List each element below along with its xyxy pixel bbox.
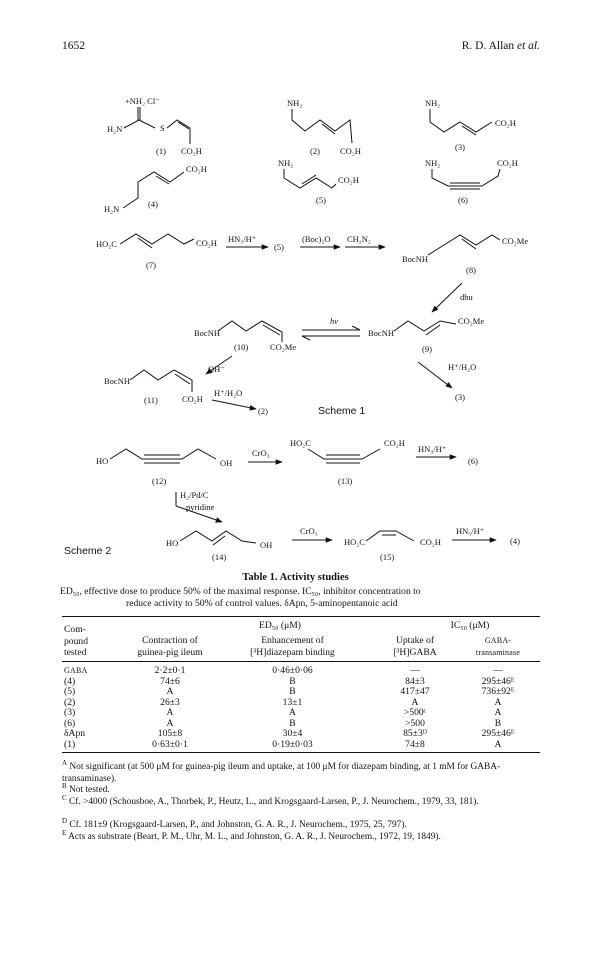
author-names: R. D. Allan — [461, 40, 515, 52]
reagent-h2-pd-c: H₂/Pd/C — [180, 490, 209, 500]
compound-9-structure — [368, 316, 484, 354]
co2h-label: CO₂H — [495, 118, 516, 128]
footnote-text: Acts as substrate (Beart, P. M., Uhr, M. L., and Johnston, G. A. R., J. Neurochem., 1972, 19, 1849). — [66, 832, 441, 843]
cell-diazepam: 0·46±0·06 — [272, 665, 313, 676]
co2h-label: CO₂H — [497, 158, 518, 168]
footnote-mark: D — [62, 817, 68, 825]
cell-transaminase: A — [494, 696, 502, 708]
amidinium-label: +NH₂ Cl⁻ — [125, 96, 160, 106]
reagent-cro3-a: CrO₃ — [252, 448, 270, 458]
cell-diazepam: A — [289, 707, 296, 718]
bocnh-label: BocNH — [368, 328, 394, 338]
compound-5-label: (5) — [316, 195, 326, 205]
cell-diazepam: 13±1 — [282, 696, 303, 708]
cell-uptake: 417±47 — [400, 686, 430, 697]
cell-transaminase: 736±92ᴱ — [481, 686, 515, 697]
nh2-label: NH₂ — [425, 98, 441, 108]
footnote-mark: B — [62, 782, 67, 790]
bocnh-label: BocNH — [402, 254, 428, 264]
co2h-label: CO₂H — [338, 175, 359, 185]
co2me-label: CO₂Me — [458, 316, 485, 326]
compound-15-label: (15) — [380, 552, 395, 562]
compound-7-structure — [96, 234, 217, 270]
ho2c-label: HO₂C — [96, 239, 117, 249]
scheme-2-title: Scheme 2 — [64, 545, 112, 557]
ho-label: HO — [166, 538, 179, 548]
table-bottom-rule — [62, 752, 540, 753]
cell-transaminase: — — [493, 665, 503, 676]
cell-ileum: A — [166, 707, 174, 718]
cell-uptake: A — [411, 696, 419, 708]
cell-uptake: >500 — [405, 717, 425, 729]
et-al: et al. — [517, 40, 540, 52]
reagent-hn3-h-a: HN₃/H⁺ — [418, 444, 447, 454]
product-4-ref: (4) — [510, 536, 520, 546]
footnote-e — [62, 828, 540, 844]
co2h-label: CO₂H — [384, 438, 405, 448]
compound-8-structure — [402, 235, 528, 275]
column-header-uptake: Uptake of [³H]GABA — [393, 635, 437, 658]
compound-4-label: (4) — [148, 199, 158, 209]
compound-1-label: (1) — [156, 146, 166, 156]
product-3-ref: (3) — [455, 392, 465, 402]
compound-10-label: (10) — [234, 342, 249, 352]
column-header-transaminase: GABA- transaminase — [475, 636, 521, 657]
bocnh-label: BocNH — [194, 328, 220, 338]
h2n-label: H₂N — [104, 204, 120, 214]
co2h-label: CO₂H — [196, 238, 217, 248]
cell-compound: (2) — [64, 696, 76, 708]
co2h-label: CO₂H — [420, 537, 441, 547]
compound-13-label: (13) — [338, 476, 353, 486]
reagent-dbu: dbu — [460, 292, 473, 302]
intermediate-5-label: (5) — [274, 242, 284, 252]
page-number: 1652 — [62, 40, 85, 52]
scheme-1-title: Scheme 1 — [318, 405, 366, 417]
nh2-label: NH₂ — [425, 158, 441, 168]
compound-11-label: (11) — [144, 395, 158, 405]
cell-uptake: 85±3ᴰ — [403, 728, 427, 739]
cell-transaminase: 295±46ᴱ — [481, 728, 515, 739]
cell-compound: (3) — [64, 707, 76, 718]
footnote-text: Cf. >4000 (Schousboe, A., Thorbek, P., Heutz, L., and Krogsgaard-Larsen, P., J. Neurochem., 1979, 33, 181). — [66, 797, 479, 808]
cell-uptake: — — [410, 665, 420, 676]
cell-transaminase: A — [494, 738, 502, 750]
compound-14-label: (14) — [212, 552, 227, 562]
table-caption: Table 1. Activity studies — [242, 572, 349, 583]
cell-compound: (5) — [64, 686, 76, 697]
footnote-c — [62, 793, 540, 809]
bocnh-label: BocNH — [104, 376, 130, 386]
compound-2-label: (2) — [310, 146, 320, 156]
cell-compound: GABA — [64, 666, 88, 675]
cell-ileum: 105±8 — [157, 728, 183, 739]
cell-compound: (4) — [64, 675, 76, 687]
footnote-mark: A — [62, 759, 68, 767]
cell-uptake: >500ᶜ — [403, 707, 427, 718]
cell-ileum: A — [166, 686, 174, 697]
compound-13-structure — [290, 438, 405, 486]
co2h-label: CO₂H — [181, 146, 202, 156]
ho2c-label: HO₂C — [344, 537, 365, 547]
compound-4-structure — [104, 164, 207, 214]
reagent-cro3-b: CrO₃ — [300, 526, 318, 536]
compound-1-structure — [107, 96, 202, 156]
cell-diazepam: B — [289, 717, 296, 729]
nh2-label: NH₂ — [278, 158, 294, 168]
compound-8-label: (8) — [466, 265, 476, 275]
compound-7-label: (7) — [146, 260, 156, 270]
reagent-boc2o: (Boc)₂O — [302, 234, 331, 244]
cell-transaminase: A — [494, 707, 502, 718]
ho-label: HO — [96, 456, 109, 466]
compound-9-label: (9) — [422, 344, 432, 354]
cell-diazepam: 30±4 — [282, 728, 303, 739]
co2me-label: CO₂Me — [502, 236, 529, 246]
product-6-ref: (6) — [468, 456, 478, 466]
footnote-mark: E — [62, 829, 67, 837]
compound-15-structure — [344, 531, 441, 562]
reagent-oh: OH⁻ — [208, 364, 225, 374]
oh-label: OH — [220, 458, 233, 468]
reagent-pyridine: pyridine — [186, 502, 215, 512]
table-description-line-2: reduce activity to 50% of control values. δApn, 5-aminopentanoic acid — [126, 598, 398, 609]
cell-compound: δApn — [64, 728, 86, 739]
cell-diazepam: B — [289, 686, 296, 697]
cell-ileum: 2·2±0·1 — [154, 665, 186, 676]
cell-diazepam: B — [289, 675, 296, 687]
table-top-rule — [62, 616, 540, 617]
footnote-text: Not tested. — [66, 785, 110, 796]
co2h-label: CO₂H — [340, 146, 361, 156]
reagent-hv: hv — [330, 316, 339, 326]
compound-3-structure — [425, 98, 516, 152]
product-2-ref: (2) — [258, 406, 268, 416]
ho2c-label: HO₂C — [290, 438, 311, 448]
column-header-diazepam: Enhancement of [³H]diazepam binding — [250, 635, 335, 658]
compound-11-structure — [104, 370, 203, 405]
cell-uptake: 74±8 — [405, 738, 425, 750]
table-description-line-1: ED₅₀, effective dose to produce 50% of the maximal response. IC₅₀, inhibitor concentration to — [60, 586, 421, 597]
footnote-text: Cf. 181±9 (Krogsgaard-Larsen, P., and Johnston, G. A. R., J. Neurochem., 1975, 25, 797). — [67, 820, 407, 831]
cell-uptake: 84±3 — [405, 675, 425, 687]
cell-compound: (1) — [64, 738, 76, 750]
h2n-label: H₂N — [107, 124, 123, 134]
compound-2-structure — [287, 98, 361, 156]
compound-3-label: (3) — [455, 142, 465, 152]
column-header-ileum: Contraction of guinea-pig ileum — [137, 635, 203, 658]
table-header-rule — [62, 661, 540, 662]
compound-14-structure — [166, 531, 272, 562]
compound-6-structure — [425, 158, 518, 205]
cell-transaminase: B — [494, 717, 502, 729]
compound-12-structure — [96, 449, 232, 486]
co2h-label: CO₂H — [182, 394, 203, 404]
column-header-compound: Com- pound tested — [64, 624, 88, 658]
reagent-h-h2o-b: H⁺/H₂O — [214, 388, 243, 398]
oh-label: OH — [260, 540, 273, 550]
ed50-group-header: ED₅₀ (μM) — [259, 620, 301, 631]
footnote-text: Not significant (at 500 μM for guinea-pig ileum and uptake, at 100 μM for diazepam binding, at 1 mM for GABA-transaminase). — [62, 762, 501, 784]
nh2-label: NH₂ — [287, 98, 303, 108]
cell-ileum: 74±6 — [160, 675, 180, 687]
reagent-hn3-h: HN₃/H⁺ — [228, 234, 257, 244]
cell-transaminase: 295±46ᴱ — [481, 675, 515, 687]
cell-ileum: 26±3 — [160, 696, 180, 708]
reagent-hn3-h-b: HN₃/H⁺ — [456, 526, 485, 536]
cell-ileum: 0·63±0·1 — [152, 738, 188, 750]
reagent-ch2n2: CH₂N₂ — [347, 234, 371, 244]
reagent-h-h2o-a: H⁺/H₂O — [448, 362, 477, 372]
compound-10-structure — [194, 321, 296, 352]
ic50-group-header: IC₅₀ (μM) — [450, 620, 490, 631]
table-description — [60, 586, 540, 610]
co2h-label: CO₂H — [186, 164, 207, 174]
cell-compound: (6) — [64, 717, 76, 729]
compound-12-label: (12) — [152, 476, 167, 486]
sulfur-label: S — [160, 123, 165, 133]
co2me-label: CO₂Me — [270, 342, 297, 352]
cell-diazepam: 0·19±0·03 — [272, 738, 313, 750]
cell-ileum: A — [166, 717, 174, 729]
compound-6-label: (6) — [458, 195, 468, 205]
compound-5-structure — [278, 158, 359, 205]
footnote-mark: C — [62, 794, 67, 802]
